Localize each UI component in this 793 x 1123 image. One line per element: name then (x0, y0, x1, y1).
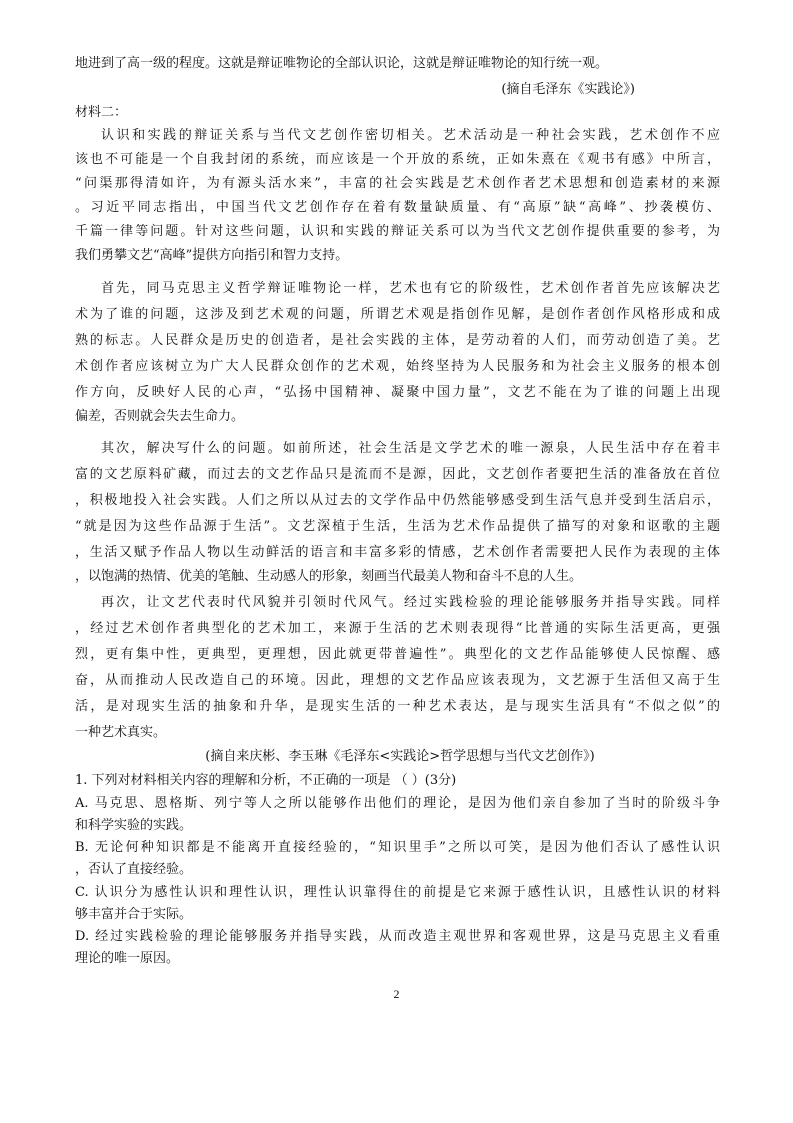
source-citation: (摘自来庆彬、李玉琳《毛泽东<实践论>哲学思想与当代文艺创作》) (205, 749, 595, 764)
paragraph-line: 术为了谁的问题，这涉及到艺术观的问题，所谓艺术观是指创作见解，是创作者创作风格形成和成 (75, 307, 720, 322)
paragraph-line: 偏差，否则就会失去生命力。 (75, 409, 245, 424)
paragraph-line: “就是因为这些作品源于生活”。文艺深植于生活，生活为艺术作品提供了描写的对象和讴歌的主题 (75, 519, 720, 534)
paragraph-line: 。习近平同志指出，中国当代文艺创作存在着有数量缺质量、有“高原”缺“高峰”、抄袭模仿、 (75, 200, 720, 215)
paragraph-line: 奋，从而推动人民改造自己的环境。因此，理想的文艺作品应该表现为，文艺源于生活但又高于生 (75, 673, 720, 688)
paragraph-line: ，以饱满的热情、优美的笔触、生动感人的形象，刻画当代最美人物和奋斗不息的人生。 (75, 569, 583, 584)
page-number: 2 (393, 987, 400, 1001)
paragraph-line: ，积极地投入社会实践。人们之所以从过去的文学作品中仍然能够感受到生活气息并受到生活启示， (75, 493, 720, 508)
paragraph-line: “问渠那得清如许，为有源头活水来”，丰富的社会实践是艺术创作者艺术思想和创造素材的来源 (75, 176, 720, 191)
paragraph-line: 熟的标志。人民群众是历史的创造者，是社会实践的主体，是劳动着的人们，而劳动创造了美。艺 (75, 333, 720, 348)
paragraph-line: 认识和实践的辩证关系与当代文艺创作密切相关。艺术活动是一种社会实践，艺术创作不应 (101, 128, 720, 143)
paragraph-line: 作方向，反映好人民的心声，“弘扬中国精神、凝聚中国力量”，文艺不能在为了谁的问题上出现 (75, 385, 720, 400)
paragraph-line: 千篇一律等问题。针对这些问题，认识和实践的辩证关系可以为当代文艺创作提供重要的参考，为 (75, 224, 720, 239)
option-d-line: 理论的唯一原因。 (75, 951, 180, 966)
option-a-line: 和科学实验的实践。 (75, 818, 193, 833)
paragraph-line: 该也不可能是一个自我封闭的系统，而应该是一个开放的系统，正如朱熹在《观书有感》中所言， (75, 152, 720, 167)
paragraph-line: 活，是对现实生活的抽象和升华，是现实生活的一种艺术表达，是与现实生活具有“不似之似”的 (75, 699, 720, 714)
option-c-line: 够丰富并合于实际。 (75, 907, 193, 922)
paragraph-line: 首先，同马克思主义哲学辩证唯物论一样，艺术也有它的阶级性，艺术创作者首先应该解决艺 (101, 281, 720, 296)
paragraph-line: ，生活又赋予作品人物以生动鲜活的语言和丰富多彩的情感，艺术创作者需要把人民作为表现的主体 (75, 545, 720, 560)
option-b-line: B. 无论何种知识都是不能离开直接经验的，“知识里手”之所以可笑，是因为他们否认了感性认识 (75, 840, 720, 855)
option-a-line: A. 马克思、恩格斯、列宁等人之所以能够作出他们的理论，是因为他们亲自参加了当时的阶级斗争 (75, 796, 720, 811)
paragraph-line: 富的文艺原料矿藏，而过去的文艺作品只是流而不是源，因此，文艺创作者要把生活的准备放在首位 (75, 467, 720, 482)
paragraph-line: 地进到了高一级的程度。这就是辩证唯物论的全部认识论，这就是辩证唯物论的知行统一观。 (75, 56, 609, 71)
paragraph-line: 一种艺术真实。 (75, 725, 167, 740)
paragraph-line: 烈，更有集中性，更典型，更理想，因此就更带普遍性”。典型化的文艺作品能够使人民惊醒、感 (75, 647, 720, 662)
option-d-line: D. 经过实践检验的理论能够服务并指导实践，从而改造主观世界和客观世界，这是马克思主义看重 (75, 929, 720, 944)
paragraph-line: 再次，让文艺代表时代风貌并引领时代风气。经过实践检验的理论能够服务并指导实践。同样 (101, 595, 720, 610)
paragraph-line: 我们勇攀文艺“高峰”提供方向指引和智力支持。 (75, 248, 349, 263)
source-citation: (摘自毛泽东《实践论》) (501, 82, 635, 97)
option-b-line: ，否认了直接经验。 (75, 862, 193, 877)
paragraph-line: 术创作者应该树立为广大人民群众创作的艺术观，始终坚持为人民服务和为社会主义服务的根本创 (75, 359, 720, 374)
paragraph-line: ，经过艺术创作者典型化的艺术加工，来源于生活的艺术则表现得“比普通的实际生活更高，更强 (75, 621, 720, 636)
option-c-line: C. 认识分为感性认识和理性认识，理性认识靠得住的前提是它来源于感性认识，且感性认识的材料 (75, 885, 720, 900)
section-label: 材料二： (75, 105, 128, 120)
question-stem: 1. 下列对材料相关内容的理解和分析，不正确的一项是 （ ）(3分) (75, 773, 457, 788)
paragraph-line: 其次，解决写什么的问题。如前所述，社会生活是文学艺术的唯一源泉，人民生活中存在着丰 (101, 441, 720, 456)
